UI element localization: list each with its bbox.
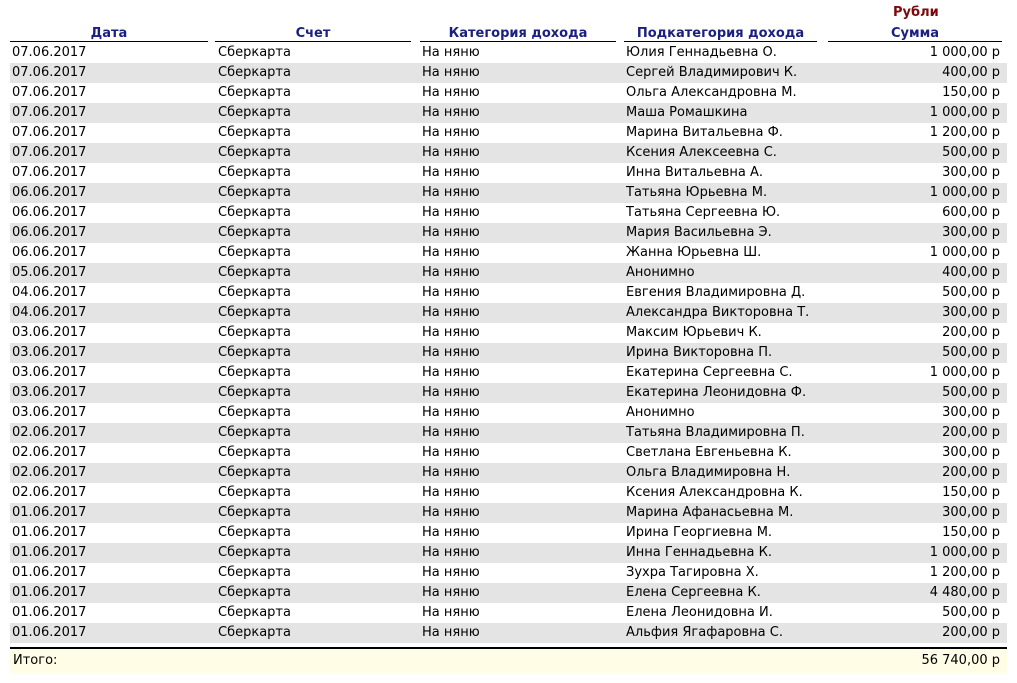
cell-account: Сберкарта xyxy=(218,265,291,280)
table-row[interactable] xyxy=(10,483,1007,503)
table-row[interactable] xyxy=(10,163,1007,183)
cell-date: 04.06.2017 xyxy=(12,285,87,300)
cell-account: Сберкарта xyxy=(218,345,291,360)
table-row[interactable] xyxy=(10,603,1007,623)
cell-amount: 500,00 р xyxy=(942,345,1000,360)
cell-account: Сберкарта xyxy=(218,505,291,520)
cell-date: 07.06.2017 xyxy=(12,85,87,100)
table-row[interactable] xyxy=(10,503,1007,523)
cell-income-subcategory: Инна Геннадьевна К. xyxy=(626,545,772,560)
cell-income-subcategory: Ольга Владимировна Н. xyxy=(626,465,791,480)
cell-date: 01.06.2017 xyxy=(12,505,87,520)
cell-amount: 300,00 р xyxy=(942,445,1000,460)
cell-date: 02.06.2017 xyxy=(12,485,87,500)
cell-income-subcategory: Мария Васильевна Э. xyxy=(626,225,772,240)
cell-amount: 200,00 р xyxy=(942,325,1000,340)
cell-date: 07.06.2017 xyxy=(12,105,87,120)
cell-account: Сберкарта xyxy=(218,385,291,400)
table-row[interactable] xyxy=(10,383,1007,403)
cell-account: Сберкарта xyxy=(218,485,291,500)
cell-amount: 300,00 р xyxy=(942,305,1000,320)
table-row[interactable] xyxy=(10,363,1007,383)
cell-account: Сберкарта xyxy=(218,305,291,320)
cell-income-subcategory: Елена Сергеевна К. xyxy=(626,585,761,600)
cell-income-category: На няню xyxy=(422,165,480,180)
cell-income-subcategory: Максим Юрьевич К. xyxy=(626,325,762,340)
cell-account: Сберкарта xyxy=(218,105,291,120)
cell-income-category: На няню xyxy=(422,625,480,640)
table-row[interactable] xyxy=(10,103,1007,123)
cell-date: 05.06.2017 xyxy=(12,265,87,280)
cell-account: Сберкарта xyxy=(218,465,291,480)
cell-amount: 200,00 р xyxy=(942,465,1000,480)
total-divider xyxy=(10,647,1007,649)
cell-income-category: На няню xyxy=(422,505,480,520)
total-label: Итого: xyxy=(13,653,58,668)
table-row[interactable] xyxy=(10,403,1007,423)
cell-account: Сберкарта xyxy=(218,85,291,100)
table-row[interactable] xyxy=(10,63,1007,83)
cell-income-subcategory: Альфия Ягафаровна С. xyxy=(626,625,783,640)
cell-amount: 1 200,00 р xyxy=(929,565,1000,580)
total-row xyxy=(10,650,1007,673)
cell-date: 03.06.2017 xyxy=(12,365,87,380)
table-row[interactable] xyxy=(10,523,1007,543)
table-row[interactable] xyxy=(10,223,1007,243)
cell-income-subcategory: Анонимно xyxy=(626,265,695,280)
cell-income-category: На няню xyxy=(422,565,480,580)
table-row[interactable] xyxy=(10,83,1007,103)
cell-account: Сберкарта xyxy=(218,225,291,240)
cell-amount: 500,00 р xyxy=(942,385,1000,400)
table-row[interactable] xyxy=(10,283,1007,303)
cell-income-subcategory: Ирина Викторовна П. xyxy=(626,345,773,360)
table-row[interactable] xyxy=(10,123,1007,143)
cell-income-category: На няню xyxy=(422,85,480,100)
cell-income-subcategory: Анонимно xyxy=(626,405,695,420)
cell-amount: 1 000,00 р xyxy=(929,365,1000,380)
cell-income-category: На няню xyxy=(422,605,480,620)
table-row[interactable] xyxy=(10,203,1007,223)
cell-date: 01.06.2017 xyxy=(12,525,87,540)
cell-amount: 500,00 р xyxy=(942,145,1000,160)
cell-date: 06.06.2017 xyxy=(12,245,87,260)
cell-income-subcategory: Жанна Юрьевна Ш. xyxy=(626,245,762,260)
cell-amount: 600,00 р xyxy=(942,205,1000,220)
cell-date: 02.06.2017 xyxy=(12,465,87,480)
table-body xyxy=(10,43,1007,643)
cell-date: 01.06.2017 xyxy=(12,565,87,580)
cell-income-category: На няню xyxy=(422,365,480,380)
cell-account: Сберкарта xyxy=(218,325,291,340)
table-row[interactable] xyxy=(10,543,1007,563)
cell-amount: 150,00 р xyxy=(942,525,1000,540)
table-row[interactable] xyxy=(10,183,1007,203)
cell-income-subcategory: Юлия Геннадьевна О. xyxy=(626,45,777,60)
cell-income-subcategory: Светлана Евгеньевна К. xyxy=(626,445,792,460)
cell-income-subcategory: Сергей Владимирович К. xyxy=(626,65,798,80)
cell-amount: 1 000,00 р xyxy=(929,185,1000,200)
total-value: 56 740,00 р xyxy=(921,653,1000,668)
cell-amount: 300,00 р xyxy=(942,505,1000,520)
cell-income-category: На няню xyxy=(422,185,480,200)
column-header-income-category[interactable]: Категория дохода xyxy=(420,25,616,42)
cell-income-category: На няню xyxy=(422,305,480,320)
cell-date: 07.06.2017 xyxy=(12,165,87,180)
cell-income-subcategory: Елена Леонидовна И. xyxy=(626,605,773,620)
column-header-account[interactable]: Счет xyxy=(215,25,411,42)
table-row[interactable] xyxy=(10,263,1007,283)
cell-income-category: На няню xyxy=(422,405,480,420)
cell-amount: 300,00 р xyxy=(942,165,1000,180)
cell-income-category: На няню xyxy=(422,325,480,340)
cell-account: Сберкарта xyxy=(218,625,291,640)
cell-date: 02.06.2017 xyxy=(12,445,87,460)
table-row[interactable] xyxy=(10,423,1007,443)
cell-income-subcategory: Марина Витальевна Ф. xyxy=(626,125,783,140)
cell-account: Сберкарта xyxy=(218,65,291,80)
table-row[interactable] xyxy=(10,623,1007,643)
cell-date: 07.06.2017 xyxy=(12,125,87,140)
cell-income-category: На няню xyxy=(422,245,480,260)
table-header xyxy=(10,25,1007,43)
cell-income-category: На няню xyxy=(422,485,480,500)
cell-income-subcategory: Татьяна Юрьевна М. xyxy=(626,185,768,200)
cell-income-category: На няню xyxy=(422,265,480,280)
cell-amount: 1 000,00 р xyxy=(929,45,1000,60)
cell-income-subcategory: Марина Афанасьевна М. xyxy=(626,505,794,520)
cell-account: Сберкарта xyxy=(218,145,291,160)
cell-income-category: На няню xyxy=(422,425,480,440)
cell-date: 03.06.2017 xyxy=(12,325,87,340)
cell-account: Сберкарта xyxy=(218,285,291,300)
cell-date: 07.06.2017 xyxy=(12,65,87,80)
cell-date: 03.06.2017 xyxy=(12,385,87,400)
cell-date: 07.06.2017 xyxy=(12,145,87,160)
table-row[interactable] xyxy=(10,343,1007,363)
column-header-amount[interactable]: Сумма xyxy=(828,25,1002,42)
cell-amount: 150,00 р xyxy=(942,485,1000,500)
cell-account: Сберкарта xyxy=(218,365,291,380)
cell-income-category: На няню xyxy=(422,205,480,220)
cell-account: Сберкарта xyxy=(218,45,291,60)
cell-amount: 200,00 р xyxy=(942,625,1000,640)
cell-amount: 150,00 р xyxy=(942,85,1000,100)
cell-income-category: На няню xyxy=(422,125,480,140)
income-report-table xyxy=(10,25,1007,643)
cell-income-subcategory: Евгения Владимировна Д. xyxy=(626,285,806,300)
cell-date: 06.06.2017 xyxy=(12,185,87,200)
cell-income-category: На няню xyxy=(422,585,480,600)
cell-income-category: На няню xyxy=(422,285,480,300)
cell-income-category: На няню xyxy=(422,465,480,480)
table-row[interactable] xyxy=(10,143,1007,163)
cell-amount: 300,00 р xyxy=(942,405,1000,420)
cell-date: 06.06.2017 xyxy=(12,205,87,220)
cell-income-category: На няню xyxy=(422,385,480,400)
cell-amount: 400,00 р xyxy=(942,265,1000,280)
cell-income-subcategory: Ксения Александровна К. xyxy=(626,485,803,500)
table-row[interactable] xyxy=(10,323,1007,343)
table-row[interactable] xyxy=(10,43,1007,63)
cell-date: 03.06.2017 xyxy=(12,345,87,360)
table-row[interactable] xyxy=(10,563,1007,583)
cell-income-category: На няню xyxy=(422,345,480,360)
cell-income-subcategory: Татьяна Сергеевна Ю. xyxy=(626,205,781,220)
cell-account: Сберкарта xyxy=(218,565,291,580)
cell-income-category: На няню xyxy=(422,145,480,160)
column-header-income-subcategory[interactable]: Подкатегория дохода xyxy=(624,25,817,42)
cell-amount: 1 000,00 р xyxy=(929,545,1000,560)
cell-income-subcategory: Екатерина Леонидовна Ф. xyxy=(626,385,807,400)
table-row[interactable] xyxy=(10,443,1007,463)
cell-amount: 500,00 р xyxy=(942,285,1000,300)
cell-amount: 4 480,00 р xyxy=(929,585,1000,600)
cell-income-category: На няню xyxy=(422,65,480,80)
cell-account: Сберкарта xyxy=(218,445,291,460)
cell-account: Сберкарта xyxy=(218,205,291,220)
table-row[interactable] xyxy=(10,303,1007,323)
cell-date: 01.06.2017 xyxy=(12,625,87,640)
cell-income-subcategory: Александра Викторовна Т. xyxy=(626,305,810,320)
cell-income-category: На няню xyxy=(422,445,480,460)
table-row[interactable] xyxy=(10,463,1007,483)
column-header-date[interactable]: Дата xyxy=(10,25,208,42)
cell-account: Сберкарта xyxy=(218,245,291,260)
cell-amount: 1 000,00 р xyxy=(929,105,1000,120)
cell-date: 01.06.2017 xyxy=(12,585,87,600)
cell-date: 07.06.2017 xyxy=(12,45,87,60)
cell-income-category: На няню xyxy=(422,45,480,60)
cell-account: Сберкарта xyxy=(218,585,291,600)
cell-amount: 400,00 р xyxy=(942,65,1000,80)
cell-date: 01.06.2017 xyxy=(12,545,87,560)
cell-account: Сберкарта xyxy=(218,425,291,440)
cell-amount: 200,00 р xyxy=(942,425,1000,440)
cell-income-subcategory: Татьяна Владимировна П. xyxy=(626,425,805,440)
cell-account: Сберкарта xyxy=(218,605,291,620)
table-row[interactable] xyxy=(10,243,1007,263)
cell-income-subcategory: Ольга Александровна М. xyxy=(626,85,797,100)
cell-account: Сберкарта xyxy=(218,125,291,140)
cell-income-category: На няню xyxy=(422,105,480,120)
cell-income-subcategory: Ирина Георгиевна М. xyxy=(626,525,773,540)
cell-date: 02.06.2017 xyxy=(12,425,87,440)
cell-income-subcategory: Зухра Тагировна Х. xyxy=(626,565,759,580)
cell-date: 01.06.2017 xyxy=(12,605,87,620)
cell-amount: 500,00 р xyxy=(942,605,1000,620)
cell-amount: 1 200,00 р xyxy=(929,125,1000,140)
currency-label: Рубли xyxy=(893,5,939,20)
cell-income-subcategory: Екатерина Сергеевна С. xyxy=(626,365,793,380)
cell-date: 03.06.2017 xyxy=(12,405,87,420)
cell-income-subcategory: Ксения Алексеевна С. xyxy=(626,145,777,160)
cell-amount: 300,00 р xyxy=(942,225,1000,240)
cell-amount: 1 000,00 р xyxy=(929,245,1000,260)
cell-date: 06.06.2017 xyxy=(12,225,87,240)
cell-account: Сберкарта xyxy=(218,165,291,180)
cell-income-category: На няню xyxy=(422,545,480,560)
cell-account: Сберкарта xyxy=(218,545,291,560)
cell-account: Сберкарта xyxy=(218,185,291,200)
cell-income-category: На няню xyxy=(422,225,480,240)
table-row[interactable] xyxy=(10,583,1007,603)
cell-account: Сберкарта xyxy=(218,525,291,540)
cell-date: 04.06.2017 xyxy=(12,305,87,320)
cell-income-category: На няню xyxy=(422,525,480,540)
cell-income-subcategory: Инна Витальевна А. xyxy=(626,165,763,180)
cell-account: Сберкарта xyxy=(218,405,291,420)
cell-income-subcategory: Маша Ромашкина xyxy=(626,105,748,120)
